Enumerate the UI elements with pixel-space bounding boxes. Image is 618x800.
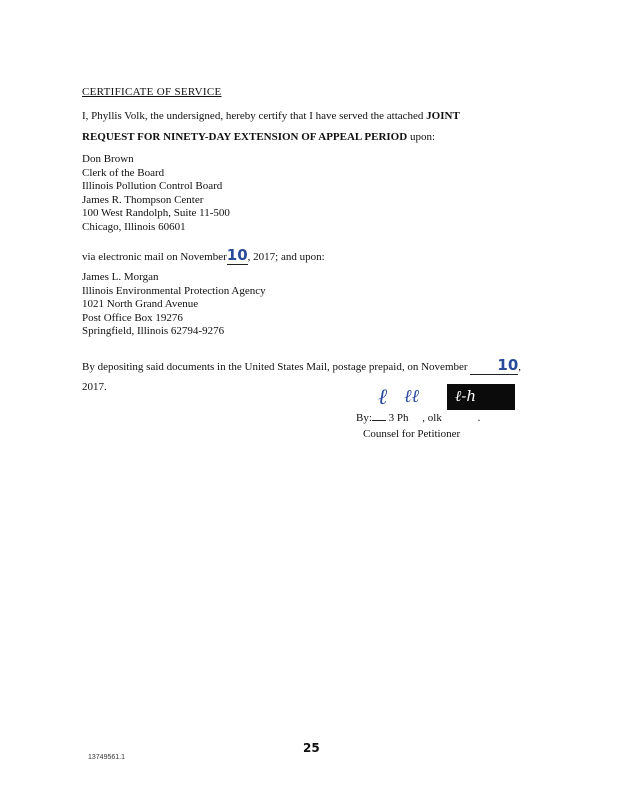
via-suffix: , 2017; and upon: — [247, 251, 325, 263]
signature-name-fragment-1: Ph — [396, 412, 409, 424]
address-line: Illinois Environmental Protection Agency — [82, 284, 266, 297]
intro-bold-joint: JOINT — [426, 110, 460, 122]
signature-name-fragment-2: olk — [427, 412, 442, 424]
by-label: By: — [356, 412, 372, 424]
signature-stroke-icon: ℓ — [378, 385, 388, 410]
address-line: James R. Thompson Center — [82, 193, 204, 206]
signature-blank — [372, 420, 386, 421]
intro-line-1 — [82, 110, 460, 123]
handwritten-day: 10 — [226, 246, 248, 264]
address-line: Chicago, Illinois 60601 — [82, 220, 186, 233]
address-line: Don Brown — [82, 153, 134, 165]
via-electronic-mail — [82, 246, 325, 265]
address-line: Illinois Pollution Control Board — [82, 180, 223, 193]
recipient-address-1 — [82, 153, 230, 235]
intro-line-2 — [82, 131, 435, 144]
recipient-address-2 — [82, 271, 266, 339]
page-number: 25 — [303, 741, 320, 755]
intro-text: I, Phyllis Volk, the undersigned, hereby certify that I have served the attached — [82, 110, 427, 122]
signature-scribble-icon: ℓ-h — [455, 387, 476, 405]
handwritten-deposit-day: 10 — [497, 356, 519, 374]
via-text: via electronic mail on November — [82, 251, 227, 263]
signature-scribble-icon: ℓℓ — [404, 386, 419, 407]
counsel-for-petitioner: Counsel for Petitioner — [363, 428, 461, 440]
address-line: Post Office Box 19276 — [82, 311, 183, 324]
intro-upon: upon: — [407, 131, 435, 143]
deposit-text: By depositing said documents in the United States Mail, postage prepaid, on November — [82, 361, 468, 373]
handwritten-deposit-day-field — [470, 356, 519, 375]
signature-redaction-box — [447, 384, 515, 410]
signature-line: By: 3 Ph , olk . — [356, 412, 481, 424]
address-line: 1021 North Grand Avenue — [82, 298, 199, 311]
deposit-year: 2017. — [82, 381, 107, 393]
address-line: Springfield, Illinois 62794-9276 — [82, 325, 225, 338]
handwritten-day-field — [226, 246, 248, 265]
address-line: James L. Morgan — [82, 271, 159, 283]
address-line: 100 West Randolph, Suite 11-500 — [82, 207, 230, 220]
address-line: Clerk of the Board — [82, 166, 165, 179]
deposit-statement: By depositing said documents in the United States Mail, postage prepaid, on November 10, — [82, 356, 522, 374]
document-title: REQUEST FOR NINETY-DAY EXTENSION OF APPEAL PERIOD — [82, 131, 408, 143]
certificate-heading: CERTIFICATE OF SERVICE — [82, 86, 222, 98]
document-footer-code: 13749561.1 — [88, 754, 125, 761]
